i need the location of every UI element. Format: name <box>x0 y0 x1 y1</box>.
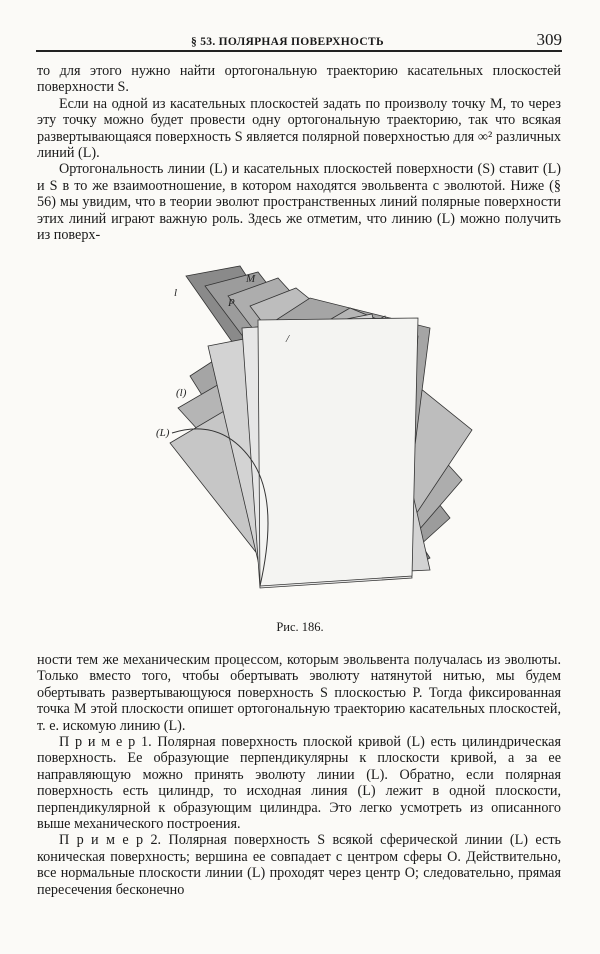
paragraph: П р и м е р 2. Полярная поверхность S всякой сферической линии (L) есть коническая поверхность; вершина ее совпадает с центром сферы O. Действительно, все нормальные плоскости линии (L) проходят через центр O; следовательно, прямая пересечения бесконечно <box>37 832 561 898</box>
paragraph: ности тем же механическим процессом, которым эвольвента получалась из эволюты. Только вместо того, чтобы обертывать эволюту натянутой нитью, мы будем обертывать развертывающуюся поверхность S плоскостью P. Тогда фиксированная точка M этой плоскости опишет ортогональную траекторию касательных плоскостей, т. е. искомую линию (L). <box>37 652 561 734</box>
tangent-plane-sheets <box>170 266 472 588</box>
label-m: M <box>246 273 256 285</box>
header-rule <box>36 50 562 52</box>
top-text <box>37 63 561 243</box>
mark-stroke: / <box>286 333 290 345</box>
running-header <box>36 28 562 52</box>
paragraph: то для этого нужно найти ортогональную траекторию касательных плоскостей поверхности S. <box>37 63 561 96</box>
label-l: l <box>174 287 178 299</box>
label-p: P <box>228 297 235 309</box>
paragraph: Если на одной из касательных плоскостей задать по произволу точку M, то через эту точку можно будет провести одну ортогональную траекторию, так что всякая развертывающаяся поверхность S является полярной поверхностью для ∞² различных линий (L). <box>37 95 561 162</box>
figure-186 <box>150 258 480 598</box>
bottom-text <box>37 652 561 898</box>
label-big-l: (L) <box>156 427 170 439</box>
label-l-paren: (l) <box>176 387 187 399</box>
sheet-front <box>258 318 418 586</box>
section-title: § 53. ПОЛЯРНАЯ ПОВЕРХНОСТЬ <box>191 36 384 48</box>
paragraph: Ортогональность линии (L) и касательных плоскостей поверхности (S) ставит (L) и S в то же взаимоотношение, в котором находятся эвольвента с эволютой. Ниже (§ 56) мы увидим, что в теории эволют пространственных линий полярные поверхности этих линий играют важную роль. Здесь же отметим, что линию (L) можно получить из поверх- <box>37 161 561 244</box>
page-number: 309 <box>536 30 562 49</box>
paragraph: П р и м е р 1. Полярная поверхность плоской кривой (L) есть цилиндрическая поверхность. Ее образующие перпендикулярны к плоскости кривой, а за ее направляющую можно принять эволюту линии (L). Обратно, если полярная поверхность есть цилиндр, то исходная линия (L) лежит в одной плоскости, перпендикулярной к образующим цилиндра. Это легко усмотреть из описанного выше механического построения. <box>37 734 561 833</box>
figure-caption: Рис. 186. <box>276 620 324 634</box>
developable-surface-illustration <box>150 258 480 598</box>
